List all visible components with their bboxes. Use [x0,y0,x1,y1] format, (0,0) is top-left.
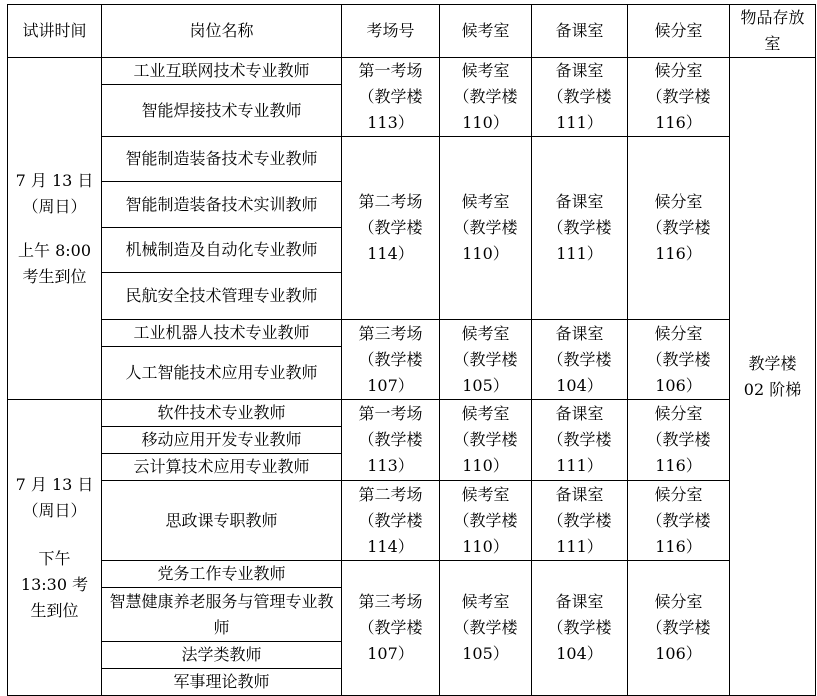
prep-room-cell: 备课室 （教学楼 111） [532,400,628,481]
time-slot-note: 13:30 考 [20,574,89,594]
position-name: 机械制造及自动化专业教师 [102,228,342,273]
position-name: 智慧健康养老服务与管理专业教师 [102,588,342,642]
header-row [8,5,816,58]
waiting-room-cell: 候考室 （教学楼 105） [440,320,532,400]
header-waiting-room: 候考室 [440,5,532,58]
table-row [8,481,816,561]
position-name: 军事理论教师 [102,669,342,696]
table-row [8,58,816,85]
position-name: 民航安全技术管理专业教师 [102,273,342,320]
score-room-cell: 候分室 （教学楼 116） [628,481,730,561]
time-slot-weekday: （周日） [22,500,87,520]
interview-schedule-table [7,4,816,696]
exam-room-cell: 第三考场 （教学楼 107） [342,320,440,400]
storage-room-line2: 02 阶梯 [743,379,802,399]
storage-room-cell [730,58,816,696]
waiting-room-cell: 候考室 （教学楼 110） [440,58,532,137]
score-room-cell: 候分室 （教学楼 116） [628,137,730,320]
exam-room-cell: 第三考场 （教学楼 107） [342,561,440,696]
prep-room-cell: 备课室 （教学楼 111） [532,58,628,137]
position-name: 智能制造装备技术专业教师 [102,137,342,182]
prep-room-cell: 备课室 （教学楼 111） [532,481,628,561]
score-room-cell: 候分室 （教学楼 106） [628,561,730,696]
exam-room-cell: 第一考场 （教学楼 113） [342,400,440,481]
waiting-room-cell: 候考室 （教学楼 110） [440,137,532,320]
prep-room-cell: 备课室 （教学楼 104） [532,561,628,696]
position-name: 云计算技术应用专业教师 [102,454,342,481]
exam-room-cell: 第一考场 （教学楼 113） [342,58,440,137]
position-name: 工业互联网技术专业教师 [102,58,342,85]
waiting-room-cell: 候考室 （教学楼 105） [440,561,532,696]
table-row [8,561,816,588]
exam-room-cell: 第二考场 （教学楼 114） [342,481,440,561]
header-time: 试讲时间 [8,5,102,58]
time-slot-date: 7 月 13 日 [15,474,94,494]
time-slot-morning [8,58,102,400]
time-slot-clock: 上午 8:00 [17,240,92,260]
header-score-room: 候分室 [628,5,730,58]
time-slot-note: 考生到位 [22,266,87,286]
header-storage-room: 物品存放室 [730,5,816,58]
time-slot-weekday: （周日） [22,196,87,216]
header-prep-room: 备课室 [532,5,628,58]
table-row [8,137,816,182]
position-name: 法学类教师 [102,642,342,669]
table-row [8,400,816,427]
prep-room-cell: 备课室 （教学楼 104） [532,320,628,400]
waiting-room-cell: 候考室 （教学楼 110） [440,400,532,481]
header-exam-room: 考场号 [342,5,440,58]
score-room-cell: 候分室 （教学楼 106） [628,320,730,400]
position-name: 软件技术专业教师 [102,400,342,427]
position-name: 移动应用开发专业教师 [102,427,342,454]
prep-room-cell: 备课室 （教学楼 111） [532,137,628,320]
position-name: 智能制造装备技术实训教师 [102,182,342,228]
position-name: 工业机器人技术专业教师 [102,320,342,347]
position-name: 党务工作专业教师 [102,561,342,588]
table-row [8,320,816,347]
position-name: 智能焊接技术专业教师 [102,85,342,137]
header-position: 岗位名称 [102,5,342,58]
score-room-cell: 候分室 （教学楼 116） [628,58,730,137]
time-slot-clock: 下午 [38,548,71,568]
time-slot-note-cont: 生到位 [30,600,79,620]
time-slot-afternoon [8,400,102,696]
position-name: 思政课专职教师 [102,481,342,561]
time-slot-date: 7 月 13 日 [15,170,94,190]
position-name: 人工智能技术应用专业教师 [102,347,342,400]
score-room-cell: 候分室 （教学楼 116） [628,400,730,481]
storage-room-line1: 教学楼 [748,353,797,373]
exam-room-cell: 第二考场 （教学楼 114） [342,137,440,320]
waiting-room-cell: 候考室 （教学楼 110） [440,481,532,561]
